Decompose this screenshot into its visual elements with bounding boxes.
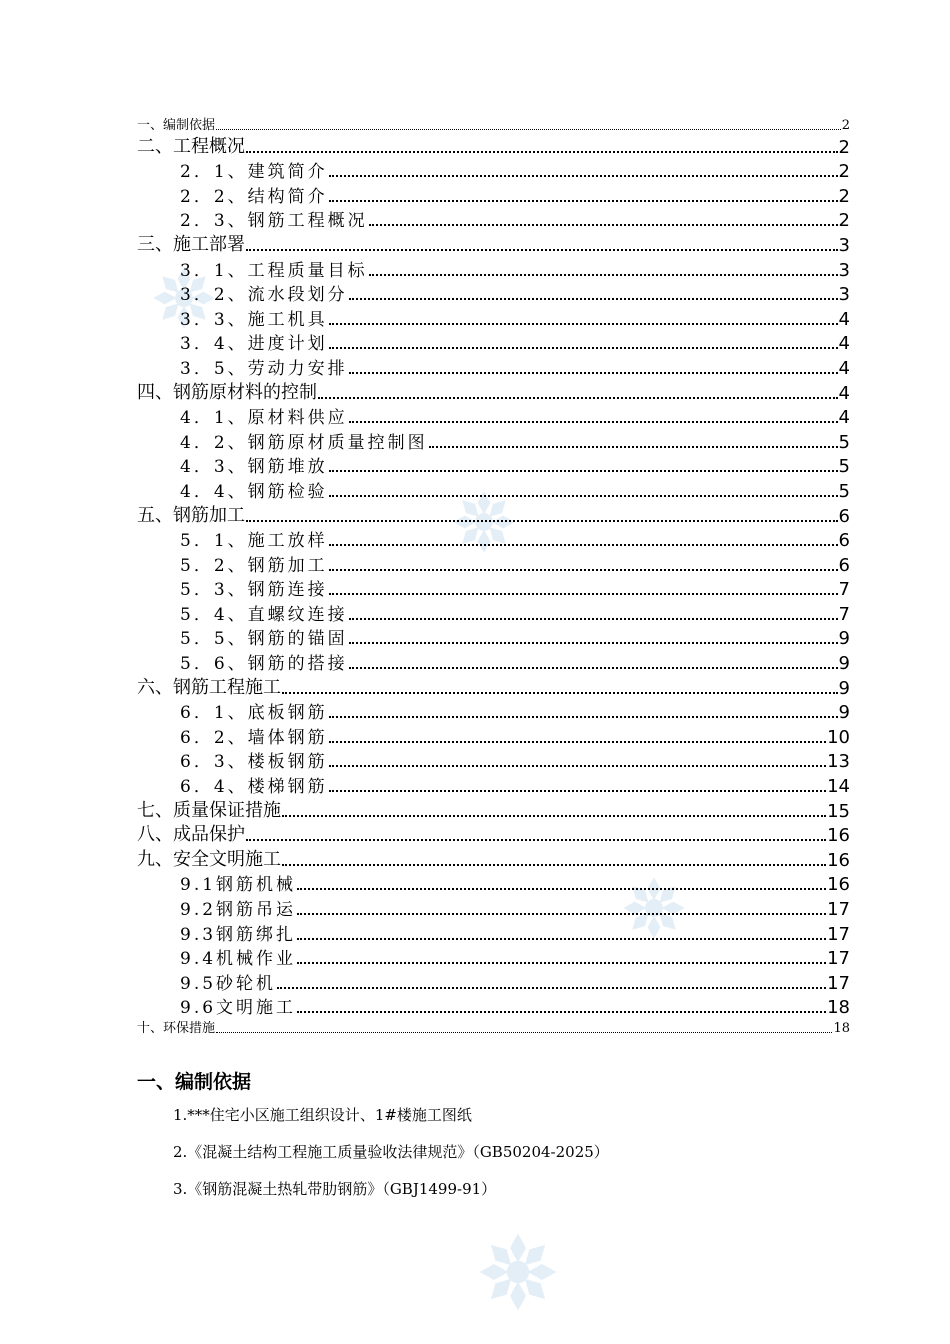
toc-leader-dots xyxy=(216,127,841,130)
toc-entry-label: 6．3、楼板钢筋 xyxy=(180,752,328,773)
toc-page-number: 4 xyxy=(838,333,850,355)
toc-entry-label: 八、成品保护 xyxy=(137,824,245,846)
toc-entry[interactable] xyxy=(137,871,850,896)
toc-entry[interactable] xyxy=(137,477,850,502)
toc-leader-dots xyxy=(246,837,826,841)
toc-page-number: 17 xyxy=(827,923,850,945)
toc-page-number: 9 xyxy=(838,702,850,724)
toc-leader-dots xyxy=(349,419,838,423)
toc-page-number: 4 xyxy=(838,357,850,379)
toc-entry-label: 九、安全文明施工 xyxy=(137,848,281,870)
toc-entry[interactable] xyxy=(137,281,850,306)
toc-entry-label: 五、钢筋加工 xyxy=(137,504,245,526)
toc-page-number: 9 xyxy=(838,653,850,675)
toc-entry[interactable] xyxy=(137,895,850,920)
toc-entry[interactable] xyxy=(137,231,850,256)
toc-leader-dots xyxy=(349,665,838,669)
toc-leader-dots xyxy=(297,886,826,890)
toc-leader-dots xyxy=(282,862,826,866)
toc-page-number: 2 xyxy=(838,210,850,232)
toc-entry-label: 十、环保措施 xyxy=(137,1021,216,1037)
toc-entry-label: 9.4机械作业 xyxy=(180,949,297,970)
toc-page-number: 6 xyxy=(838,530,850,552)
section-heading: 一、编制依据 xyxy=(137,1071,252,1093)
toc-entry-label: 6．1、底板钢筋 xyxy=(180,703,328,724)
toc-leader-dots xyxy=(349,370,838,374)
toc-entry-label: 3．2、流水段划分 xyxy=(180,285,348,306)
toc-entry-label: 七、质量保证措施 xyxy=(137,799,281,821)
toc-page-number: 9 xyxy=(838,677,850,699)
toc-entry-label: 5．6、钢筋的搭接 xyxy=(180,654,348,675)
toc-page-number: 13 xyxy=(827,751,850,773)
toc-entry[interactable] xyxy=(137,428,850,453)
toc-entry-label: 2．2、结构简介 xyxy=(180,186,328,207)
toc-entry[interactable] xyxy=(137,625,850,650)
toc-page-number: 4 xyxy=(838,407,850,429)
toc-entry-label: 4．3、钢筋堆放 xyxy=(180,457,328,478)
reference-item: 1.***住宅小区施工组织设计、1#楼施工图纸 xyxy=(173,1106,472,1124)
toc-entry-label: 四、钢筋原材料的控制 xyxy=(137,381,317,403)
toc-entry[interactable] xyxy=(137,576,850,601)
toc-entry[interactable] xyxy=(137,969,850,994)
toc-page-number: 3 xyxy=(838,234,850,256)
toc-entry[interactable] xyxy=(137,674,850,699)
toc-entry[interactable] xyxy=(137,846,850,871)
toc-entry[interactable] xyxy=(137,748,850,773)
toc-entry-label: 5．1、施工放样 xyxy=(180,531,328,552)
toc-entry[interactable] xyxy=(137,822,850,847)
toc-page-number: 2 xyxy=(838,161,850,183)
toc-entry[interactable] xyxy=(137,453,850,478)
toc-entry-label: 六、钢筋工程施工 xyxy=(137,676,281,698)
toc-leader-dots xyxy=(329,739,826,743)
toc-leader-dots xyxy=(329,763,826,767)
toc-entry-label: 5．3、钢筋连接 xyxy=(180,580,328,601)
toc-entry-label: 2．1、建筑简介 xyxy=(180,162,328,183)
toc-entry[interactable] xyxy=(137,1018,850,1036)
toc-page-number: 18 xyxy=(827,997,850,1019)
toc-entry-label: 4．1、原材料供应 xyxy=(180,408,348,429)
toc-leader-dots xyxy=(246,149,838,153)
toc-entry-label: 6．2、墙体钢筋 xyxy=(180,727,328,748)
toc-entry-label: 4．2、钢筋原材质量控制图 xyxy=(180,432,428,453)
toc-page-number: 4 xyxy=(838,308,850,330)
toc-leader-dots xyxy=(329,468,838,472)
toc-entry[interactable] xyxy=(137,379,850,404)
toc-leader-dots xyxy=(329,321,838,325)
toc-page-number: 4 xyxy=(838,382,850,404)
toc-page-number: 14 xyxy=(827,776,850,798)
toc-entry-label: 一、编制依据 xyxy=(137,118,216,133)
toc-leader-dots xyxy=(349,616,838,620)
toc-entry[interactable] xyxy=(137,158,850,183)
toc-entry-label: 5．5、钢筋的锚固 xyxy=(180,629,348,650)
toc-leader-dots xyxy=(349,296,838,300)
toc-entry[interactable] xyxy=(137,527,850,552)
toc-entry-label: 3．1、工程质量目标 xyxy=(180,260,368,281)
toc-page-number: 2 xyxy=(838,136,850,158)
snowflake-watermark-icon xyxy=(478,1232,558,1312)
toc-entry[interactable] xyxy=(137,797,850,822)
toc-entry[interactable] xyxy=(137,133,850,158)
toc-entry-label: 9.1钢筋机械 xyxy=(180,875,297,896)
toc-leader-dots xyxy=(329,567,838,571)
toc-page-number: 6 xyxy=(838,505,850,527)
toc-entry[interactable] xyxy=(137,920,850,945)
toc-entry-label: 9.2钢筋吊运 xyxy=(180,900,297,920)
toc-entry-label: 9.6文明施工 xyxy=(180,998,297,1019)
toc-page-number: 3 xyxy=(838,259,850,281)
toc-entry[interactable] xyxy=(137,354,850,379)
toc-page-number: 2 xyxy=(838,185,850,207)
toc-entry-label: 4．4、钢筋检验 xyxy=(180,481,328,502)
toc-page-number: 5 xyxy=(838,431,850,453)
toc-page-number: 16 xyxy=(827,849,850,871)
toc-page-number: 17 xyxy=(827,972,850,994)
toc-leader-dots xyxy=(369,272,838,276)
toc-page-number: 5 xyxy=(838,456,850,478)
toc-page-number: 10 xyxy=(827,726,850,748)
toc-entry[interactable] xyxy=(137,111,850,133)
toc-page-number: 3 xyxy=(838,284,850,306)
toc-entry[interactable] xyxy=(137,305,850,330)
toc-page-number: 16 xyxy=(827,825,850,847)
toc-leader-dots xyxy=(369,222,838,226)
toc-leader-dots xyxy=(329,591,838,595)
toc-entry[interactable] xyxy=(137,551,850,576)
toc-page-number: 2 xyxy=(841,118,850,133)
toc-leader-dots xyxy=(329,198,838,202)
toc-entry[interactable] xyxy=(137,256,850,281)
toc-leader-dots xyxy=(349,640,838,644)
toc-entry-label: 5．2、钢筋加工 xyxy=(180,555,328,576)
toc-page-number: 6 xyxy=(838,554,850,576)
toc-entry[interactable] xyxy=(137,772,850,797)
toc-entry[interactable] xyxy=(137,600,850,625)
toc-page-number: 16 xyxy=(827,874,850,896)
toc-page-number: 9 xyxy=(838,628,850,650)
toc-entry[interactable] xyxy=(137,649,850,674)
toc-leader-dots xyxy=(318,395,838,399)
toc-leader-dots xyxy=(297,936,826,940)
toc-entry[interactable] xyxy=(137,699,850,724)
toc-leader-dots xyxy=(246,518,838,522)
toc-page-number: 15 xyxy=(827,800,850,822)
toc-leader-dots xyxy=(429,444,838,448)
toc-leader-dots xyxy=(329,714,838,718)
toc-entry-label: 三、施工部署 xyxy=(137,233,245,255)
toc-entry-label: 3．4、进度计划 xyxy=(180,334,328,355)
toc-leader-dots xyxy=(282,690,838,694)
toc-leader-dots xyxy=(297,960,826,964)
toc-entry-label: 6．4、楼梯钢筋 xyxy=(180,777,328,798)
toc-leader-dots xyxy=(216,1030,832,1033)
toc-entry[interactable] xyxy=(137,404,850,429)
toc-entry[interactable] xyxy=(137,945,850,970)
toc-leader-dots xyxy=(329,788,826,792)
toc-entry[interactable] xyxy=(137,207,850,232)
toc-leader-dots xyxy=(329,345,838,349)
toc-entry-label: 2．3、钢筋工程概况 xyxy=(180,211,368,232)
toc-leader-dots xyxy=(329,493,838,497)
toc-leader-dots xyxy=(282,813,826,817)
reference-item: 2.《混凝土结构工程施工质量验收法律规范》（GB50204-2025） xyxy=(173,1143,609,1161)
toc-page-number: 18 xyxy=(833,1021,850,1037)
toc-entry[interactable] xyxy=(137,182,850,207)
toc-entry-label: 二、工程概况 xyxy=(137,135,245,157)
table-of-contents xyxy=(137,111,850,1036)
toc-entry[interactable] xyxy=(137,723,850,748)
toc-leader-dots xyxy=(329,542,838,546)
toc-page-number: 17 xyxy=(827,899,850,920)
toc-entry-label: 9.3钢筋绑扎 xyxy=(180,924,297,945)
toc-page-number: 7 xyxy=(838,603,850,625)
toc-page-number: 7 xyxy=(838,579,850,601)
toc-entry-label: 9.5砂轮机 xyxy=(180,973,277,994)
toc-entry-label: 3．3、施工机具 xyxy=(180,309,328,330)
toc-page-number: 5 xyxy=(838,480,850,502)
toc-page-number: 17 xyxy=(827,948,850,970)
toc-leader-dots xyxy=(246,247,838,251)
toc-leader-dots xyxy=(277,985,826,989)
toc-entry[interactable] xyxy=(137,994,850,1019)
toc-entry[interactable] xyxy=(137,502,850,527)
toc-leader-dots xyxy=(297,911,826,915)
reference-item: 3.《钢筋混凝土热轧带肋钢筋》（GBJ1499-91） xyxy=(173,1180,497,1198)
toc-leader-dots xyxy=(297,1009,826,1013)
toc-entry-label: 3．5、劳动力安排 xyxy=(180,358,348,379)
reference-list xyxy=(173,1103,609,1214)
toc-entry[interactable] xyxy=(137,330,850,355)
toc-entry-label: 5．4、直螺纹连接 xyxy=(180,604,348,625)
toc-leader-dots xyxy=(329,173,838,177)
